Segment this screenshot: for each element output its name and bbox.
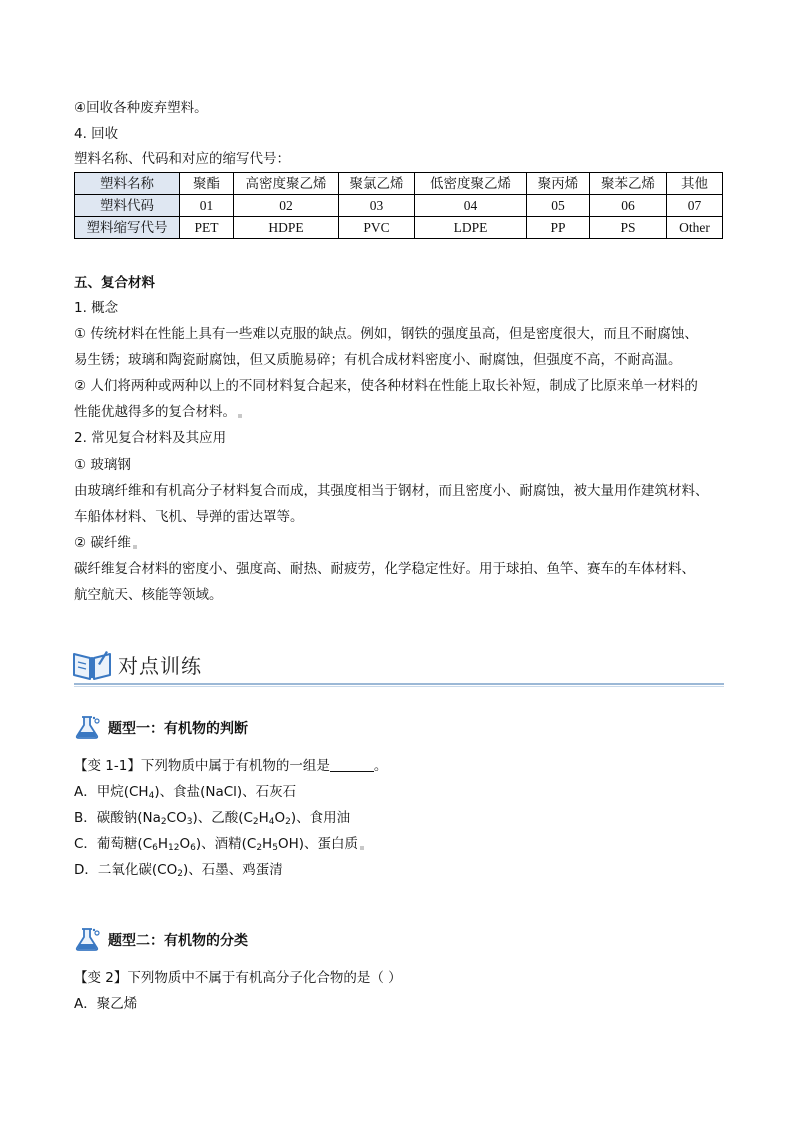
option-a: A．聚乙烯 <box>74 996 138 1012</box>
subscript: 5 <box>272 843 278 853</box>
table-cell: PS <box>590 217 667 239</box>
topic-title: 题型一：有机物的判断 <box>108 721 248 737</box>
option-text: )、酒精(C <box>195 836 257 852</box>
option-c <box>74 834 364 854</box>
table-cell: 高密度聚乙烯 <box>234 173 339 195</box>
option-text: )、食盐(NaCl)、石灰石 <box>154 784 297 800</box>
text-line: 塑料名称、代码和对应的缩写代号： <box>74 151 290 167</box>
open-book-icon <box>72 646 112 686</box>
paragraph-line: 车船体材料、飞机、导弹的雷达罩等。 <box>74 509 304 525</box>
answer-blank[interactable] <box>330 759 374 772</box>
option-text: D．二氧化碳(CO <box>74 862 178 878</box>
flask-icon <box>74 926 102 956</box>
option-text: )、食用油 <box>290 810 351 826</box>
option-text: H <box>262 836 273 852</box>
table-cell: 03 <box>339 195 415 217</box>
question-text: 下列物质中不属于有机高分子化合物的是（ ） <box>127 970 402 986</box>
paragraph-line <box>74 402 242 422</box>
option-text: O <box>274 810 286 826</box>
table-cell: 聚氯乙烯 <box>339 173 415 195</box>
flask-icon <box>74 714 102 744</box>
marker-dot <box>360 846 364 850</box>
item-title: ① 玻璃钢 <box>74 457 131 473</box>
paragraph-line: 航空航天、核能等领域。 <box>74 587 223 603</box>
option-text: )、乙酸(C <box>192 810 253 826</box>
table-cell: HDPE <box>234 217 339 239</box>
table-cell: 06 <box>590 195 667 217</box>
table-row <box>75 217 723 239</box>
table-cell: 聚苯乙烯 <box>590 173 667 195</box>
subscript: 2 <box>252 817 259 827</box>
option-text: CO <box>166 810 187 826</box>
plastics-table <box>74 172 723 239</box>
divider <box>74 683 724 685</box>
table-cell: 02 <box>234 195 339 217</box>
question-text: 下列物质中属于有机物的一组是 <box>140 758 330 774</box>
table-cell: 聚丙烯 <box>527 173 590 195</box>
table-cell: 塑料名称 <box>75 173 180 195</box>
question-tag: 【变 1-1】 <box>74 758 141 774</box>
option-text: C．葡萄糖(C <box>74 836 153 852</box>
subscript: 4 <box>148 791 155 801</box>
table-cell: Other <box>667 217 723 239</box>
table-cell: 其他 <box>667 173 723 195</box>
item-title <box>74 533 137 553</box>
option-text: H <box>157 836 169 852</box>
table-cell: PVC <box>339 217 415 239</box>
subscript: 2 <box>160 817 167 827</box>
subheading: 2. 常见复合材料及其应用 <box>74 430 227 446</box>
table-cell: LDPE <box>415 217 527 239</box>
banner-title: 对点训练 <box>118 654 202 678</box>
subscript: 2 <box>256 843 263 853</box>
subscript: 6 <box>190 843 196 853</box>
paragraph-text: 性能优越得多的复合材料。 <box>74 404 236 420</box>
table-cell: 低密度聚乙烯 <box>415 173 527 195</box>
paragraph-line: 由玻璃纤维和有机高分子材料复合而成，其强度相当于钢材，而且密度小、耐腐蚀，被大量用作建筑材料、 <box>74 483 709 499</box>
question-end: 。 <box>373 758 388 774</box>
question-line <box>74 756 387 776</box>
paragraph-line: 碳纤维复合材料的密度小、强度高、耐热、耐疲劳，化学稳定性好。用于球拍、鱼竿、赛车的车体材料、 <box>74 561 695 577</box>
subscript: 2 <box>285 817 291 827</box>
subheading: 1. 概念 <box>74 300 119 316</box>
subscript: 2 <box>177 869 183 879</box>
option-text: A．甲烷(CH <box>74 784 149 800</box>
table-cell: 塑料缩写代号 <box>75 217 180 239</box>
marker-dot <box>238 414 242 418</box>
table-cell: PET <box>180 217 234 239</box>
option-text: H <box>258 810 269 826</box>
question-line <box>74 968 402 988</box>
marker-dot <box>133 545 137 549</box>
table-cell: 塑料代码 <box>75 195 180 217</box>
subscript: 12 <box>168 843 180 853</box>
item-title-text: ② 碳纤维 <box>74 535 131 551</box>
section-heading: 五、复合材料 <box>74 275 155 291</box>
table-cell: 04 <box>415 195 527 217</box>
text-line: 4. 回收 <box>74 126 119 142</box>
option-b <box>74 808 350 828</box>
option-text: OH)、蛋白质 <box>277 836 358 852</box>
option-text: B．碳酸钠(Na <box>74 810 161 826</box>
table-cell: PP <box>527 217 590 239</box>
topic-title: 题型二：有机物的分类 <box>108 933 248 949</box>
subscript: 6 <box>152 843 158 853</box>
table-cell: 07 <box>667 195 723 217</box>
option-text: )、石墨、鸡蛋清 <box>182 862 283 878</box>
paragraph-line: 易生锈；玻璃和陶瓷耐腐蚀，但又质脆易碎；有机合成材料密度小、耐腐蚀，但强度不高，不耐高温。 <box>74 352 682 368</box>
table-row <box>75 195 723 217</box>
paragraph-line: ② 人们将两种或两种以上的不同材料复合起来，使各种材料在性能上取长补短，制成了比原来单一材料的 <box>74 378 698 394</box>
subscript: 4 <box>268 817 275 827</box>
option-text: O <box>179 836 191 852</box>
divider <box>74 686 724 687</box>
option-a <box>74 782 296 802</box>
paragraph-line: ① 传统材料在性能上具有一些难以克服的缺点。例如，钢铁的强度虽高，但是密度很大，而且不耐腐蚀、 <box>74 326 698 342</box>
subscript: 3 <box>186 817 193 827</box>
table-cell: 05 <box>527 195 590 217</box>
option-d <box>74 860 283 880</box>
text-line: ④回收各种废弃塑料。 <box>74 100 208 116</box>
table-cell: 01 <box>180 195 234 217</box>
table-row <box>75 173 723 195</box>
table-cell: 聚酯 <box>180 173 234 195</box>
question-tag: 【变 2】 <box>74 970 128 986</box>
